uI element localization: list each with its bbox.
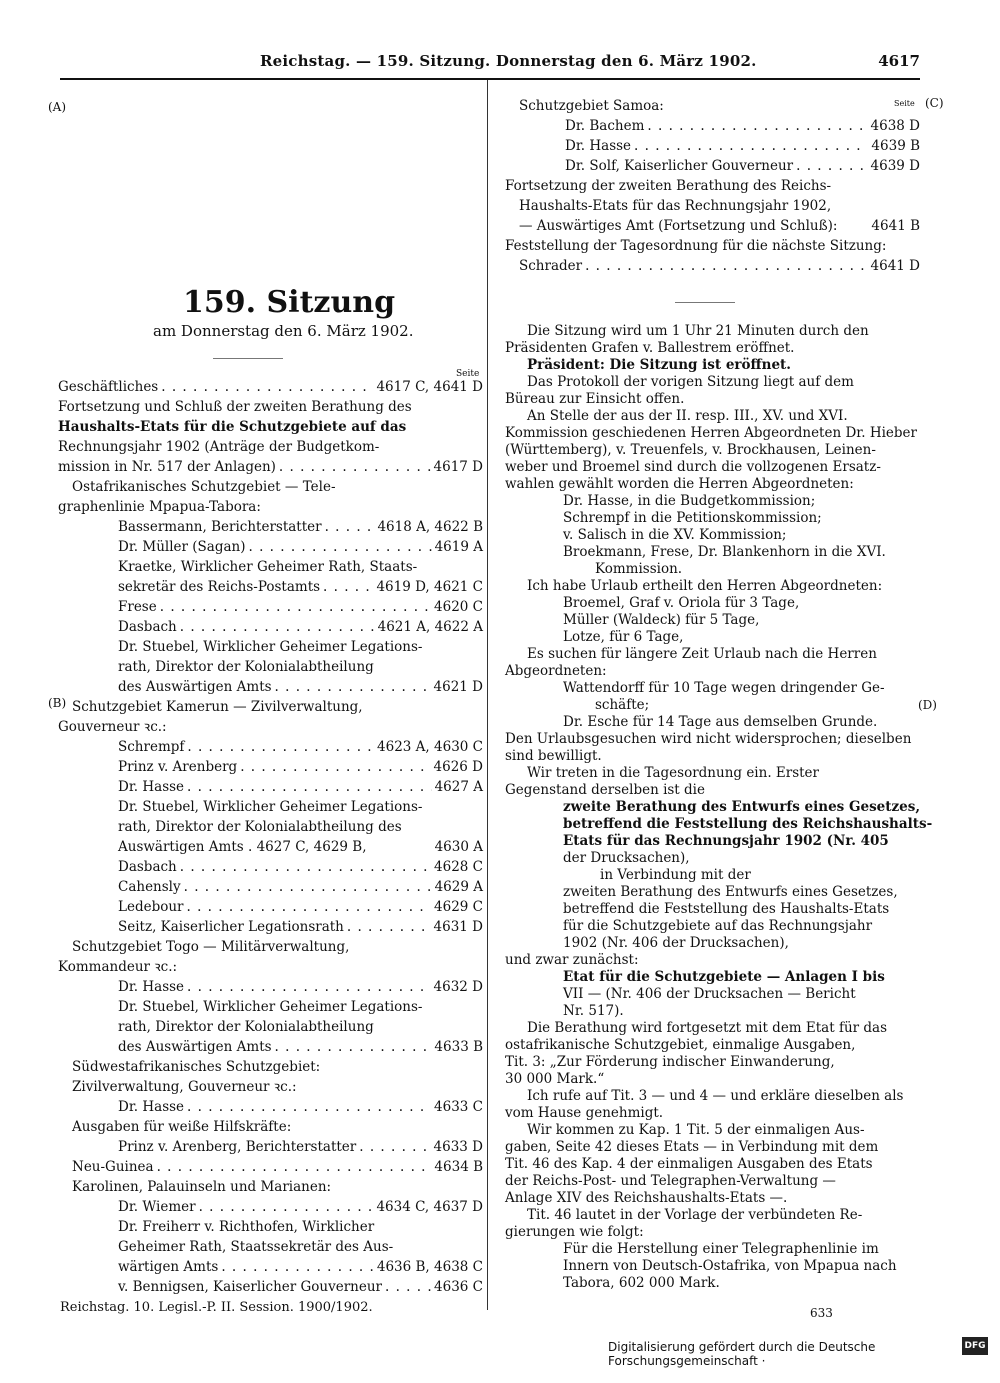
toc-entry — [58, 577, 483, 597]
toc-entry — [58, 557, 483, 577]
seite-label: Seite — [456, 369, 480, 379]
proceedings-line: und zwar zunächst: — [505, 952, 639, 968]
proceedings-line: Tit. 46 lautet in der Vorlage der verbündeten Re- — [527, 1207, 863, 1223]
toc-entry-label: Fortsetzung und Schluß der zweiten Berathung des — [58, 399, 412, 415]
proceedings-line: Die Berathung wird fortgesetzt mit dem Etat für das — [527, 1020, 887, 1036]
toc-leader-dots — [221, 1257, 374, 1277]
proceedings-line: Etats für das Rechnungsjahr 1902 (Nr. 405 — [563, 833, 889, 849]
toc-entry — [58, 637, 483, 657]
toc-entry-label: Schrempf — [118, 739, 185, 755]
toc-leader-dots — [385, 1277, 431, 1297]
toc-entry — [505, 236, 920, 256]
toc-page-ref: 4629 A — [434, 879, 483, 895]
toc-entry-label: Schutzgebiet Kamerun — Zivilverwaltung, — [72, 699, 363, 715]
toc-entry — [58, 917, 483, 937]
toc-entry-label: rath, Direktor der Kolonialabtheilung — [118, 659, 374, 675]
toc-entry — [58, 897, 483, 917]
toc-leader-dots — [325, 517, 375, 537]
toc-entry-label: Dr. Müller (Sagan) — [118, 539, 246, 555]
toc-entry-label: Dr. Hasse — [118, 779, 185, 795]
toc-entry-label: Geheimer Rath, Staatssekretär des Aus- — [118, 1239, 394, 1255]
toc-entry — [58, 777, 483, 797]
proceedings-line: Ich habe Urlaub ertheilt den Herren Abgeordneten: — [527, 578, 883, 594]
toc-page-ref: 4617 C, 4641 D — [376, 379, 483, 395]
toc-entry — [58, 417, 483, 437]
toc-entry-label: Geschäftliches — [58, 379, 159, 395]
toc-leader-dots — [240, 757, 430, 777]
toc-entry — [58, 1137, 483, 1157]
proceedings-line: Dr. Esche für 14 Tage aus demselben Grunde. — [563, 714, 878, 730]
margin-mark-b: (B) — [48, 696, 67, 710]
toc-entry-label: Dr. Stuebel, Wirklicher Geheimer Legations- — [118, 639, 423, 655]
toc-leader-dots — [647, 116, 867, 136]
toc-page-ref: 4619 D, 4621 C — [376, 579, 483, 595]
toc-entry-label: graphenlinie Mpapua-Tabora: — [58, 499, 261, 515]
toc-entry-label: Dr. Hasse — [565, 138, 632, 154]
toc-leader-dots — [359, 1137, 430, 1157]
proceedings-line: Wir kommen zu Kap. 1 Tit. 5 der einmaligen Aus- — [527, 1122, 865, 1138]
toc-entry-label: Dr. Solf, Kaiserlicher Gouverneur — [565, 158, 794, 174]
toc-page-ref: 4638 D — [870, 118, 920, 134]
toc-entry-label: Dr. Freiherr v. Richthofen, Wirklicher — [118, 1219, 375, 1235]
proceedings-line: wahlen gewählt worden die Herren Abgeordneten: — [505, 476, 854, 492]
proceedings-line: Wattendorff für 10 Tage wegen dringender Ge- — [563, 680, 885, 696]
toc-entry-label: Dr. Stuebel, Wirklicher Geheimer Legations- — [118, 799, 423, 815]
proceedings-line: Präsidenten Grafen v. Ballestrem eröffnet. — [505, 340, 795, 356]
header-title: Reichstag. — 159. Sitzung. Donnerstag den 6. März 1902. — [260, 52, 757, 70]
toc-page-ref: 4620 C — [434, 599, 483, 615]
session-date: am Donnerstag den 6. März 1902. — [153, 322, 414, 340]
proceedings-line: Ich rufe auf Tit. 3 — und 4 — und erkläre dieselben als — [527, 1088, 904, 1104]
toc-entry-label: Ledebour — [118, 899, 184, 915]
proceedings-line: Gegenstand derselben ist die — [505, 782, 705, 798]
toc-entry-label: Dasbach — [118, 619, 177, 635]
toc-page-ref: 4627 A — [434, 779, 483, 795]
toc-entry — [58, 1157, 483, 1177]
toc-entry — [505, 96, 920, 116]
toc-page-ref: 4633 D — [433, 1139, 483, 1155]
proceedings-line: zweite Berathung des Entwurfs eines Gesetzes, — [563, 799, 921, 815]
toc-entry-label: Rechnungsjahr 1902 (Anträge der Budgetkom- — [58, 439, 380, 455]
toc-page-ref: 4633 B — [434, 1039, 483, 1055]
toc-entry-label: Schutzgebiet Samoa: — [519, 98, 664, 114]
toc-entry — [58, 397, 483, 417]
toc-entry — [58, 757, 483, 777]
proceedings-line: v. Salisch in die XV. Kommission; — [563, 527, 787, 543]
proceedings-line: in Verbindung mit der — [600, 867, 751, 883]
proceedings-line: VII — (Nr. 406 der Drucksachen — Bericht — [563, 986, 856, 1002]
proceedings-line: weber und Broemel sind durch die vollzogenen Ersatz- — [505, 459, 881, 475]
toc-page-ref: 4633 C — [434, 1099, 483, 1115]
toc-leader-dots — [248, 537, 431, 557]
toc-page-ref: 4641 D — [870, 258, 920, 274]
toc-entry — [58, 497, 483, 517]
toc-entry-label: Dasbach — [118, 859, 177, 875]
proceedings-line: Tit. 3: „Zur Förderung indischer Einwanderung, — [505, 1054, 835, 1070]
heading-rule — [213, 358, 283, 359]
section-rule — [675, 302, 735, 303]
toc-entry — [58, 1237, 483, 1257]
proceedings-line: Lotze, für 6 Tage, — [563, 629, 684, 645]
toc-entry — [58, 957, 483, 977]
toc-page-ref: 4632 D — [433, 979, 483, 995]
toc-entry — [58, 1037, 483, 1057]
toc-entry-label: Haushalts-Etats für das Rechnungsjahr 1902, — [519, 198, 832, 214]
toc-entry — [58, 737, 483, 757]
session-heading: 159. Sitzung — [183, 285, 396, 320]
toc-entry — [58, 717, 483, 737]
toc-entry-label: Haushalts-Etats für die Schutzgebiete auf das — [58, 419, 407, 435]
toc-entry-label: des Auswärtigen Amts — [118, 1039, 272, 1055]
footer-page-number: 633 — [810, 1306, 833, 1320]
proceedings-line: Tabora, 602 000 Mark. — [563, 1275, 720, 1291]
toc-page-ref: 4631 D — [433, 919, 483, 935]
proceedings-line: Etat für die Schutzgebiete — Anlagen I bis — [563, 969, 885, 985]
toc-entry-label: Prinz v. Arenberg, Berichterstatter — [118, 1139, 357, 1155]
toc-entry-label: v. Bennigsen, Kaiserlicher Gouverneur — [118, 1279, 383, 1295]
proceedings-line: schäfte; — [595, 697, 650, 713]
toc-entry-label: Dr. Hasse — [118, 1099, 185, 1115]
toc-entry — [58, 1077, 483, 1097]
toc-entry-label: Feststellung der Tagesordnung für die nächste Sitzung: — [505, 238, 887, 254]
toc-leader-dots — [184, 877, 432, 897]
toc-page-ref: 4628 C — [434, 859, 483, 875]
toc-leader-dots — [585, 256, 867, 276]
proceedings-line: sind bewilligt. — [505, 748, 602, 764]
toc-leader-dots — [275, 1037, 432, 1057]
toc-leader-dots — [187, 977, 430, 997]
toc-entry — [58, 617, 483, 637]
toc-page-ref: 4636 C — [434, 1279, 483, 1295]
proceedings-line: Müller (Waldeck) für 5 Tage, — [563, 612, 760, 628]
toc-leader-dots — [187, 737, 374, 757]
margin-seite-label: Seite — [894, 99, 915, 108]
toc-page-ref: 4618 A, 4622 B — [377, 519, 483, 535]
toc-entry-label: Südwestafrikanisches Schutzgebiet: — [72, 1059, 321, 1075]
proceedings-line: Tit. 46 des Kap. 4 der einmaligen Ausgaben des Etats — [505, 1156, 873, 1172]
proceedings-line: vom Hause genehmigt. — [505, 1105, 664, 1121]
toc-leader-dots — [187, 777, 432, 797]
toc-page-ref: 4634 B — [434, 1159, 483, 1175]
proceedings-line: An Stelle der aus der II. resp. III., XV. und XVI. — [527, 408, 848, 424]
toc-entry-label: Cahensly — [118, 879, 181, 895]
proceedings-line: Innern von Deutsch-Ostafrika, von Mpapua nach — [563, 1258, 897, 1274]
proceedings-line: Es suchen für längere Zeit Urlaub nach die Herren — [527, 646, 877, 662]
toc-entry-label: Auswärtigen Amts . 4627 C, 4629 B, — [118, 839, 367, 855]
proceedings-line: Das Protokoll der vorigen Sitzung liegt auf dem — [527, 374, 854, 390]
toc-entry — [58, 857, 483, 877]
toc-leader-dots — [161, 377, 373, 397]
toc-entry — [58, 477, 483, 497]
proceedings-line: betreffend die Feststellung des Haushalts-Etats — [563, 901, 890, 917]
toc-leader-dots — [199, 1197, 374, 1217]
toc-page-ref: 4621 D — [433, 679, 483, 695]
toc-leader-dots — [180, 617, 375, 637]
toc-leader-dots — [634, 136, 868, 156]
proceedings-line: Präsident: Die Sitzung ist eröffnet. — [527, 357, 791, 373]
toc-entry — [58, 1197, 483, 1217]
toc-entry — [58, 597, 483, 617]
session-proceedings — [505, 323, 933, 1292]
toc-entry — [58, 997, 483, 1017]
toc-leader-dots — [187, 897, 432, 917]
proceedings-line: ostafrikanische Schutzgebiet, einmalige Ausgaben, — [505, 1037, 856, 1053]
proceedings-line: betreffend die Feststellung des Reichshaushalts- — [563, 816, 933, 832]
toc-leader-dots — [347, 917, 431, 937]
toc-leader-dots — [796, 156, 867, 176]
margin-mark-d: (D) — [918, 698, 937, 712]
toc-entry — [58, 1017, 483, 1037]
toc-entry-label: sekretär des Reichs-Postamts — [118, 579, 321, 595]
toc-entry — [58, 937, 483, 957]
toc-entry — [505, 196, 920, 216]
toc-entry-label: Dr. Bachem — [565, 118, 645, 134]
toc-entry-label: Bassermann, Berichterstatter — [118, 519, 322, 535]
toc-entry — [58, 977, 483, 997]
proceedings-line: Für die Herstellung einer Telegraphenlinie im — [563, 1241, 879, 1257]
toc-entry-label: Ausgaben für weiße Hilfskräfte: — [72, 1119, 292, 1135]
proceedings-line: 1902 (Nr. 406 der Drucksachen), — [563, 935, 789, 951]
toc-entry — [58, 697, 483, 717]
toc-entry — [505, 156, 920, 176]
proceedings-line: Dr. Hasse, in die Budgetkommission; — [563, 493, 816, 509]
toc-entry — [58, 457, 483, 477]
toc-entry — [58, 797, 483, 817]
toc-leader-dots — [323, 577, 373, 597]
toc-entry-label: Prinz v. Arenberg — [118, 759, 238, 775]
proceedings-line: für die Schutzgebiete auf das Rechnungsjahr — [563, 918, 873, 934]
proceedings-line: gaben, Seite 42 dieses Etats — in Verbindung mit dem — [505, 1139, 879, 1155]
toc-entry — [58, 1257, 483, 1277]
toc-page-ref: 4626 D — [433, 759, 483, 775]
toc-entry — [58, 377, 483, 397]
running-header — [60, 50, 920, 80]
toc-entry — [58, 677, 483, 697]
proceedings-line: Nr. 517). — [563, 1003, 624, 1019]
column-rule — [487, 80, 488, 1310]
proceedings-line: der Reichs-Post- und Telegraphen-Verwaltung — — [505, 1173, 836, 1189]
proceedings-line: (Württemberg), v. Treuenfels, v. Brockhausen, Leinen- — [505, 442, 876, 458]
toc-page-ref: 4639 D — [870, 158, 920, 174]
toc-entry — [58, 877, 483, 897]
toc-entry-label: Neu-Guinea — [72, 1159, 154, 1175]
proceedings-line: Broemel, Graf v. Oriola für 3 Tage, — [563, 595, 800, 611]
toc-entry-label: Dr. Hasse — [118, 979, 185, 995]
toc-leader-dots — [180, 857, 431, 877]
toc-entry-label: Ostafrikanisches Schutzgebiet — Tele- — [72, 479, 336, 495]
toc-entry-label: Dr. Wiemer — [118, 1199, 196, 1215]
toc-page-ref: 4636 B, 4638 C — [376, 1259, 483, 1275]
proceedings-line: Broekmann, Frese, Dr. Blankenhorn in die XVI. — [563, 544, 886, 560]
toc-entry — [58, 537, 483, 557]
toc-entry — [58, 1217, 483, 1237]
proceedings-line: Den Urlaubsgesuchen wird nicht widersprochen; dieselben — [505, 731, 912, 747]
toc-entry-label: Schutzgebiet Togo — Militärverwaltung, — [72, 939, 350, 955]
toc-entry — [505, 216, 920, 236]
toc-entry — [505, 116, 920, 136]
toc-entry-label: Zivilverwaltung, Gouverneur ꝛc.: — [72, 1079, 297, 1095]
left-table-of-contents — [58, 377, 483, 1297]
toc-entry — [505, 256, 920, 276]
toc-entry-label: Kommandeur ꝛc.: — [58, 959, 178, 975]
toc-entry — [58, 437, 483, 457]
toc-entry-label: des Auswärtigen Amts — [118, 679, 272, 695]
toc-page-ref: 4619 A — [434, 539, 483, 555]
toc-page-ref: 4621 A, 4622 A — [377, 619, 483, 635]
toc-leader-dots — [160, 597, 431, 617]
toc-entry — [58, 1117, 483, 1137]
toc-page-ref: 4634 C, 4637 D — [376, 1199, 483, 1215]
toc-entry-label: Frese — [118, 599, 157, 615]
footer-session-info: Reichstag. 10. Legisl.-P. II. Session. 1900/1902. — [60, 1300, 373, 1315]
toc-entry — [58, 657, 483, 677]
toc-page-ref: 4617 D — [433, 459, 483, 475]
toc-entry-label: — Auswärtiges Amt (Fortsetzung und Schluß): — [519, 218, 838, 234]
toc-entry-label: wärtigen Amts — [118, 1259, 219, 1275]
proceedings-line: Büreau zur Einsicht offen. — [505, 391, 685, 407]
proceedings-line: Anlage XIV des Reichshaushalts-Etats —. — [505, 1190, 788, 1206]
toc-entry-label: Dr. Stuebel, Wirklicher Geheimer Legations- — [118, 999, 423, 1015]
proceedings-line: Abgeordneten: — [505, 663, 607, 679]
proceedings-line: Kommission geschiedenen Herren Abgeordneten Dr. Hieber — [505, 425, 917, 441]
proceedings-line: gierungen wie folgt: — [505, 1224, 644, 1240]
toc-entry — [58, 817, 483, 837]
toc-entry-label: mission in Nr. 517 der Anlagen) — [58, 459, 276, 475]
toc-entry-label: rath, Direktor der Kolonialabtheilung — [118, 1019, 374, 1035]
toc-leader-dots — [279, 457, 431, 477]
toc-leader-dots — [157, 1157, 432, 1177]
proceedings-line: Die Sitzung wird um 1 Uhr 21 Minuten durch den — [527, 323, 869, 339]
right-table-of-contents — [505, 96, 920, 276]
toc-entry — [58, 837, 483, 857]
toc-entry-label: Kraetke, Wirklicher Geheimer Rath, Staats- — [118, 559, 418, 575]
toc-entry-label: Gouverneur ꝛc.: — [58, 719, 167, 735]
toc-page-ref: 4629 C — [434, 899, 483, 915]
toc-page-ref: 4630 A — [434, 839, 483, 855]
toc-entry-label: Karolinen, Palauinseln und Marianen: — [72, 1179, 332, 1195]
toc-entry — [58, 1097, 483, 1117]
toc-entry — [58, 1277, 483, 1297]
header-page-number: 4617 — [878, 52, 920, 70]
margin-mark-a: (A) — [48, 100, 67, 114]
toc-entry-label: Seitz, Kaiserlicher Legationsrath — [118, 919, 344, 935]
proceedings-line: der Drucksachen), — [563, 850, 690, 866]
proceedings-line: zweiten Berathung des Entwurfs eines Gesetzes, — [563, 884, 898, 900]
toc-leader-dots — [187, 1097, 431, 1117]
toc-leader-dots — [275, 677, 431, 697]
proceedings-line: Wir treten in die Tagesordnung ein. Erster — [527, 765, 820, 781]
margin-mark-c: (C) — [925, 96, 944, 110]
toc-entry — [58, 517, 483, 537]
toc-entry-label: rath, Direktor der Kolonialabtheilung des — [118, 819, 402, 835]
toc-page-ref: 4639 B — [871, 138, 920, 154]
proceedings-line: 30 000 Mark.“ — [505, 1071, 605, 1087]
proceedings-line: Schrempf in die Petitionskommission; — [563, 510, 822, 526]
toc-entry — [58, 1177, 483, 1197]
toc-entry — [505, 176, 920, 196]
toc-entry-label: Fortsetzung der zweiten Berathung des Reichs- — [505, 178, 832, 194]
proceedings-line: Kommission. — [595, 561, 683, 577]
toc-page-ref: 4641 B — [871, 218, 920, 234]
toc-entry — [58, 1057, 483, 1077]
digitization-credit: Digitalisierung gefördert durch die Deutsche Forschungsgemeinschaft · — [608, 1340, 876, 1368]
toc-entry-label: Schrader — [519, 258, 583, 274]
dfg-logo: DFG — [962, 1337, 988, 1355]
toc-entry — [505, 136, 920, 156]
toc-page-ref: 4623 A, 4630 C — [377, 739, 483, 755]
